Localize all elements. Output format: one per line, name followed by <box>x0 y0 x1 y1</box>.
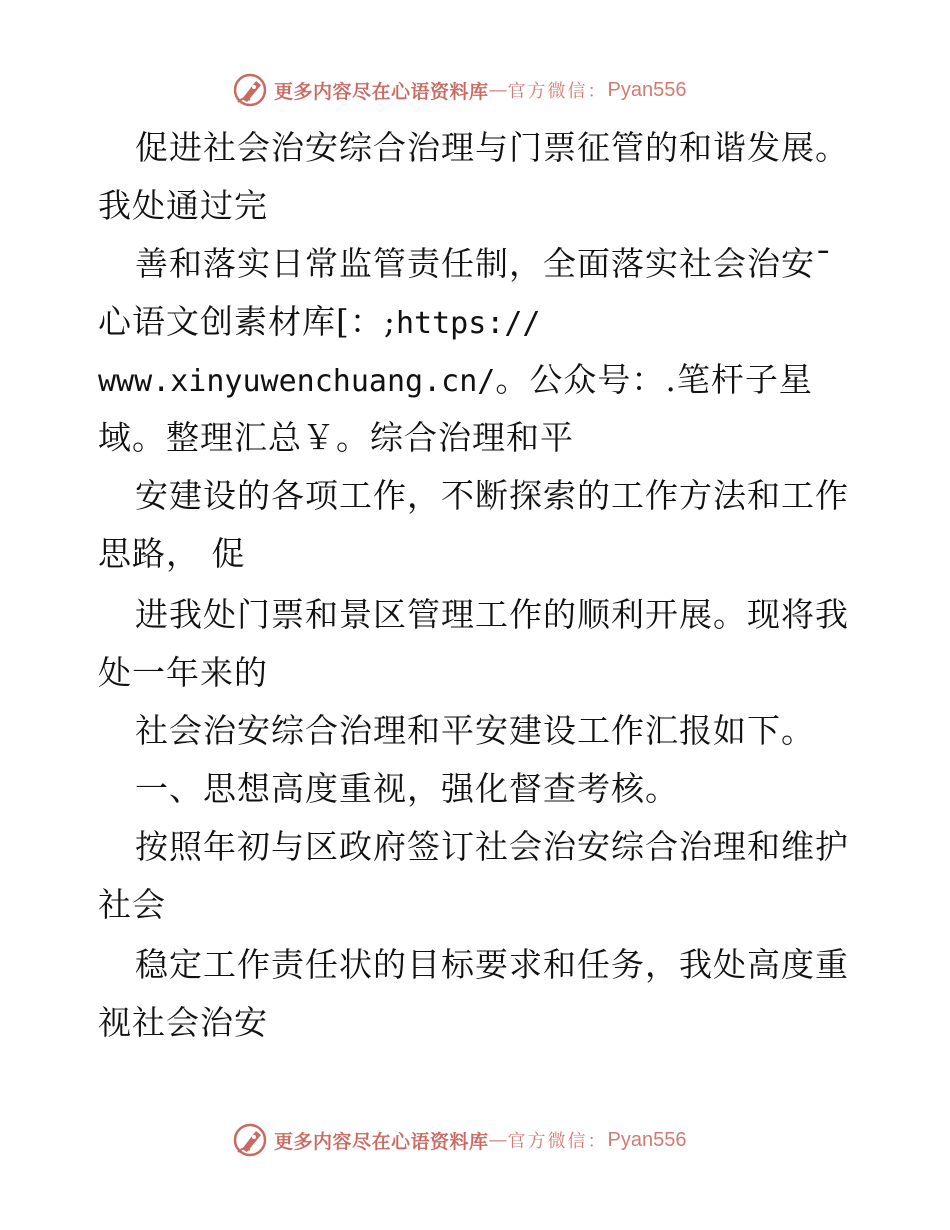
body-line-7: 安建设的各项工作，不断探索的工作方法和工作 <box>135 476 849 515</box>
body-line-4-text: 心语文创素材库[：; <box>98 302 396 341</box>
body-line-4-url: https:// <box>396 306 541 341</box>
body-line-5-url: www.xinyuwenchuang.cn/ <box>98 364 496 399</box>
body-line-14: 社会 <box>98 885 166 924</box>
body-line-16: 视社会治安 <box>98 1003 268 1042</box>
body-line-10: 处一年来的 <box>98 653 268 692</box>
banner-brand: 更多内容尽在心语资料库 <box>274 1130 489 1153</box>
body-line-6: 域。整理汇总￥。综合治理和平 <box>98 418 574 457</box>
body-line-9: 进我处门票和景区管理工作的顺利开展。现将我 <box>135 595 849 634</box>
body-line-15: 稳定工作责任状的目标要求和任务，我处高度重 <box>135 945 849 984</box>
banner-wechat-label: 官方微信： <box>507 1131 608 1152</box>
body-line-11: 社会治安综合治理和平安建设工作汇报如下。 <box>135 711 815 750</box>
body-line-1: 促进社会治安综合治理与门票征管的和谐发展。 <box>135 128 849 167</box>
body-line-5-text: 。公众号：.笔杆子星 <box>495 360 813 399</box>
banner-wechat-label: 官方微信： <box>507 81 608 102</box>
body-line-8: 思路， 促 <box>98 534 246 573</box>
banner-dash: — <box>488 1129 508 1151</box>
header-banner <box>232 70 686 110</box>
banner-brand: 更多内容尽在心语资料库 <box>274 80 489 103</box>
body-line-4 <box>98 302 541 344</box>
body-line-5 <box>98 360 813 402</box>
body-line-13: 按照年初与区政府签订社会治安综合治理和维护 <box>135 827 849 866</box>
banner-wechat-id: Pyan556 <box>607 78 687 101</box>
footer-banner <box>232 1120 686 1160</box>
banner-dash: — <box>488 79 508 101</box>
pen-nib-circle-icon <box>232 1122 268 1158</box>
banner-wechat-id: Pyan556 <box>607 1128 687 1151</box>
body-line-2: 我处通过完 <box>98 186 268 225</box>
body-line-12: 一、思想高度重视，强化督查考核。 <box>135 769 679 808</box>
pen-nib-circle-icon <box>232 72 268 108</box>
body-line-3: 善和落实日常监管责任制，全面落实社会治安¯ <box>135 244 833 283</box>
